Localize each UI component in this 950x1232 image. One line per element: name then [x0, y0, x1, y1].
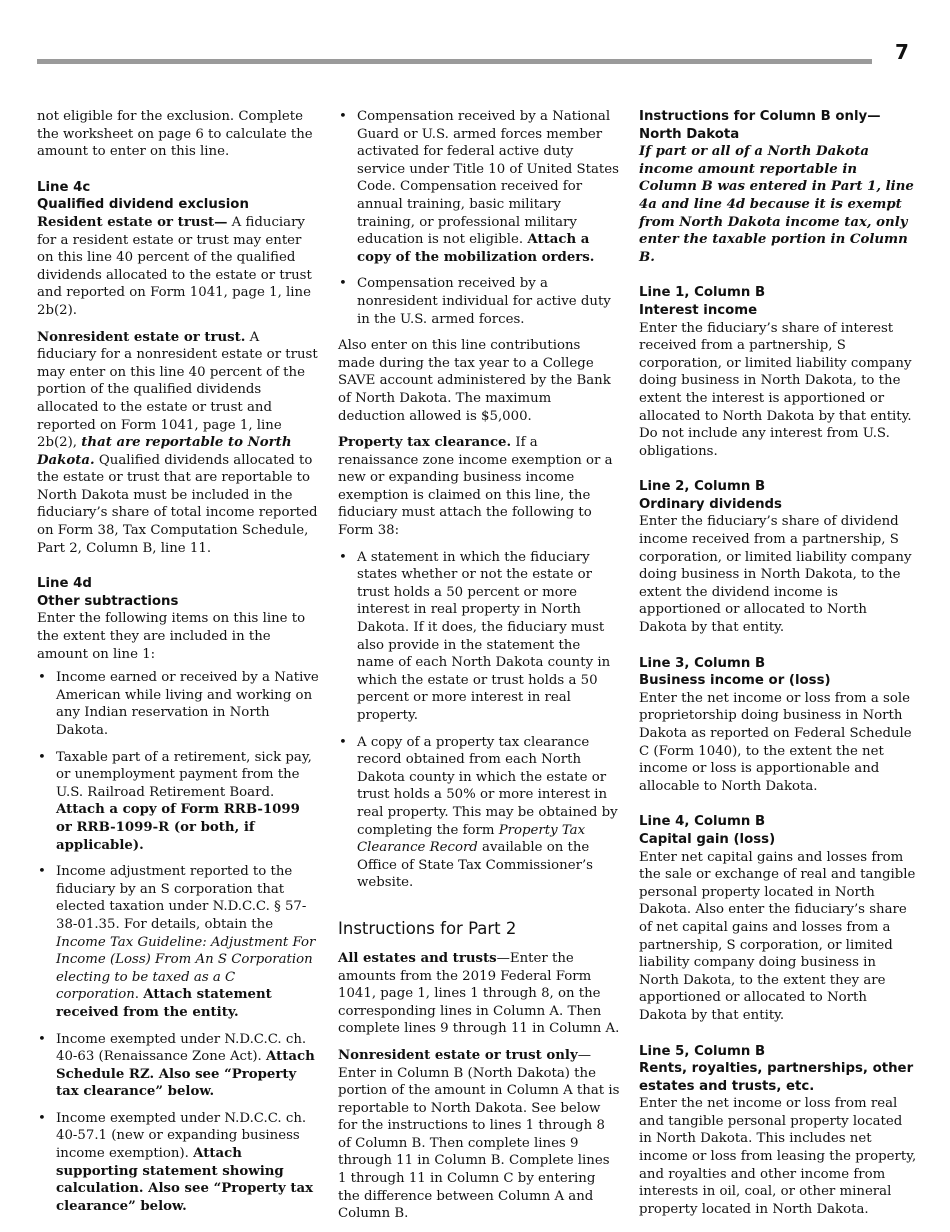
line-4c-heading: Line 4c Qualified dividend exclusion	[37, 179, 249, 213]
page-number: 7	[895, 40, 909, 64]
college-save-paragraph: Also enter on this line contributions made during the tax year to a College SAVE account administered by the Bank of North Dakota. The maximum deduction allowed is $5,000.	[338, 338, 611, 424]
nonresident-paragraph: Nonresident estate or trust. A fiduciary for a nonresident estate or trust may enter on this line 40 percent of the portion of the qualified dividends allocated to the estate or trust and reported on Form 1041, page 1, line 2b(2), that are reportable to North Dakota. Qualified dividends allocated to the estate or trust that are reportable to North Dakota must be included in the fiduciary’s share of total income reported on Form 38, Tax Computation Schedule, Part 2, Column B, line 11.	[37, 329, 318, 556]
column-b-note: If part or all of a North Dakota income amount reportable in Column B was entered in Part 1, line 4a and line 4d because it is exempt from North Dakota income tax, only enter the taxable portion in Column B.	[639, 144, 914, 265]
intro-paragraph: not eligible for the exclusion. Complete the worksheet on page 6 to calculate the amount to enter on this line.	[37, 109, 313, 160]
column-3	[639, 108, 919, 1227]
property-tax-clearance-paragraph: Property tax clearance. If a renaissance zone income exemption or a new or expanding business income exemption is claimed on this line, the fiduciary must attach the following to Form 38:	[338, 435, 613, 539]
list-item: • Compensation received by a National Guard or U.S. armed forces member activated for federal active duty service under Title 10 of United States Code. Compensation received for annual training, basic military training, or professional military education is not eligible. Attach a copy of the mobilization orders.	[338, 108, 621, 266]
line-5-text: Enter the net income or loss from real and tangible personal property located in North Dakota. This includes net income or loss from leasing the property, and royalties and other income from interests in oil, coal, or other mineral property located in North Dakota.	[639, 1096, 917, 1217]
property-tax-list	[338, 549, 621, 892]
military-list	[338, 108, 621, 328]
line-3-heading: Line 3, Column B Business income or (loss)	[639, 655, 831, 689]
all-estates-paragraph: All estates and trusts—Enter the amounts from the 2019 Federal Form 1041, page 1, lines 1 through 8, on the corresponding lines in Column A. Then complete lines 9 through 11 in Column A.	[338, 950, 620, 1037]
list-item: • Income adjustment reported to the fiduciary by an S corporation that elected taxation under N.D.C.C. § 57-38-01.35. For details, obtain the Income Tax Guideline: Adjustment For Income (Loss) From An S Corporation electing to be taxed as a C corporation. Attach statement received from the entity.	[37, 863, 320, 1021]
line-4d-intro: Enter the following items on this line to the extent they are included in the amount on line 1:	[37, 611, 306, 662]
header-rule	[37, 59, 872, 64]
column-b-heading: Instructions for Column B only— North Dakota	[639, 109, 881, 142]
column-1	[37, 108, 320, 1224]
resident-paragraph: Resident estate or trust— A fiduciary for a resident estate or trust may enter on this line 40 percent of the qualified dividends allocated to the estate or trust and reported on Form 1041, page 1, line 2b(2).	[37, 214, 312, 318]
line-4-text: Enter net capital gains and losses from the sale or exchange of real and tangible personal property located in North Dakota. Also enter the fiduciary’s share of net capital gains and losses from a partnership, S corporation, or limited liability company doing business in North Dakota, to the extent they are apportioned or allocated to North Dakota by that entity.	[639, 849, 916, 1023]
column-2	[338, 108, 621, 1232]
nonresident-only-paragraph: Nonresident estate or trust only— Enter in Column B (North Dakota) the portion of the amount in Column A that is reportable to North Dakota. See below for the instructions to lines 1 through 8 of Column B. Then complete lines 9 through 11 in Column B. Complete lines 1 through 11 in Column C by entering the difference between Column A and Column B.	[338, 1047, 620, 1222]
line-4d-heading: Line 4d Other subtractions	[37, 576, 179, 609]
list-item: • Income exempted under N.D.C.C. ch. 40-57.1 (new or expanding business income exemption). Attach supporting statement showing calculation. Also see “Property tax clearance” below.	[37, 1110, 320, 1216]
list-item: • Income earned or received by a Native American while living and working on any Indian reservation in North Dakota.	[37, 669, 320, 739]
list-item: • A copy of a property tax clearance record obtained from each North Dakota county in which the estate or trust holds a 50% or more interest in real property. This may be obtained by completing the form Property Tax Clearance Record available on the Office of State Tax Commissioner’s website.	[338, 734, 621, 892]
line-3-text: Enter the net income or loss from a sole proprietorship doing business in North Dakota as reported on Federal Schedule C (Form 1040), to the extent the net income or loss is apportionable and allocable to North Dakota.	[639, 690, 912, 794]
line-2-heading: Line 2, Column B Ordinary dividends	[639, 479, 782, 512]
line-4d-list	[37, 669, 320, 1215]
line-2-text: Enter the fiduciary’s share of dividend income received from a partnership, S corporation, or limited liability company doing business in North Dakota, to the extent the dividend income is apportioned or allocated to North Dakota by that entity.	[639, 514, 912, 636]
list-item: • A statement in which the fiduciary states whether or not the estate or trust holds a 50 percent or more interest in real property in North Dakota. If it does, the fiduciary must also provide in the statement the name of each North Dakota county in which the estate or trust holds a 50 percent or more interest in real property.	[338, 549, 621, 725]
part-2-heading: Instructions for Part 2	[338, 918, 517, 938]
list-item: • Taxable part of a retirement, sick pay, or unemployment payment from the U.S. Railroad Retirement Board. Attach a copy of Form RRB-1099 or RRB-1099-R (or both, if applicable).	[37, 749, 320, 855]
line-1-text: Enter the fiduciary’s share of interest received from a partnership, S corporation, or limited liability company doing business in North Dakota, to the extent the interest is apportioned or allocated to North Dakota by that entity. Do not include any interest from U.S. obligations.	[639, 320, 912, 459]
line-1-heading: Line 1, Column B Interest income	[639, 285, 766, 318]
line-4-heading: Line 4, Column B Capital gain (loss)	[639, 814, 776, 847]
list-item: • Compensation received by a nonresident individual for active duty in the U.S. armed forces.	[338, 275, 621, 328]
list-item: • Income exempted under N.D.C.C. ch. 40-63 (Renaissance Zone Act). Attach Schedule RZ. Also see “Property tax clearance” below.	[37, 1031, 320, 1101]
line-5-heading: Line 5, Column B Rents, royalties, partnerships, other estates and trusts, etc.	[639, 1043, 914, 1094]
